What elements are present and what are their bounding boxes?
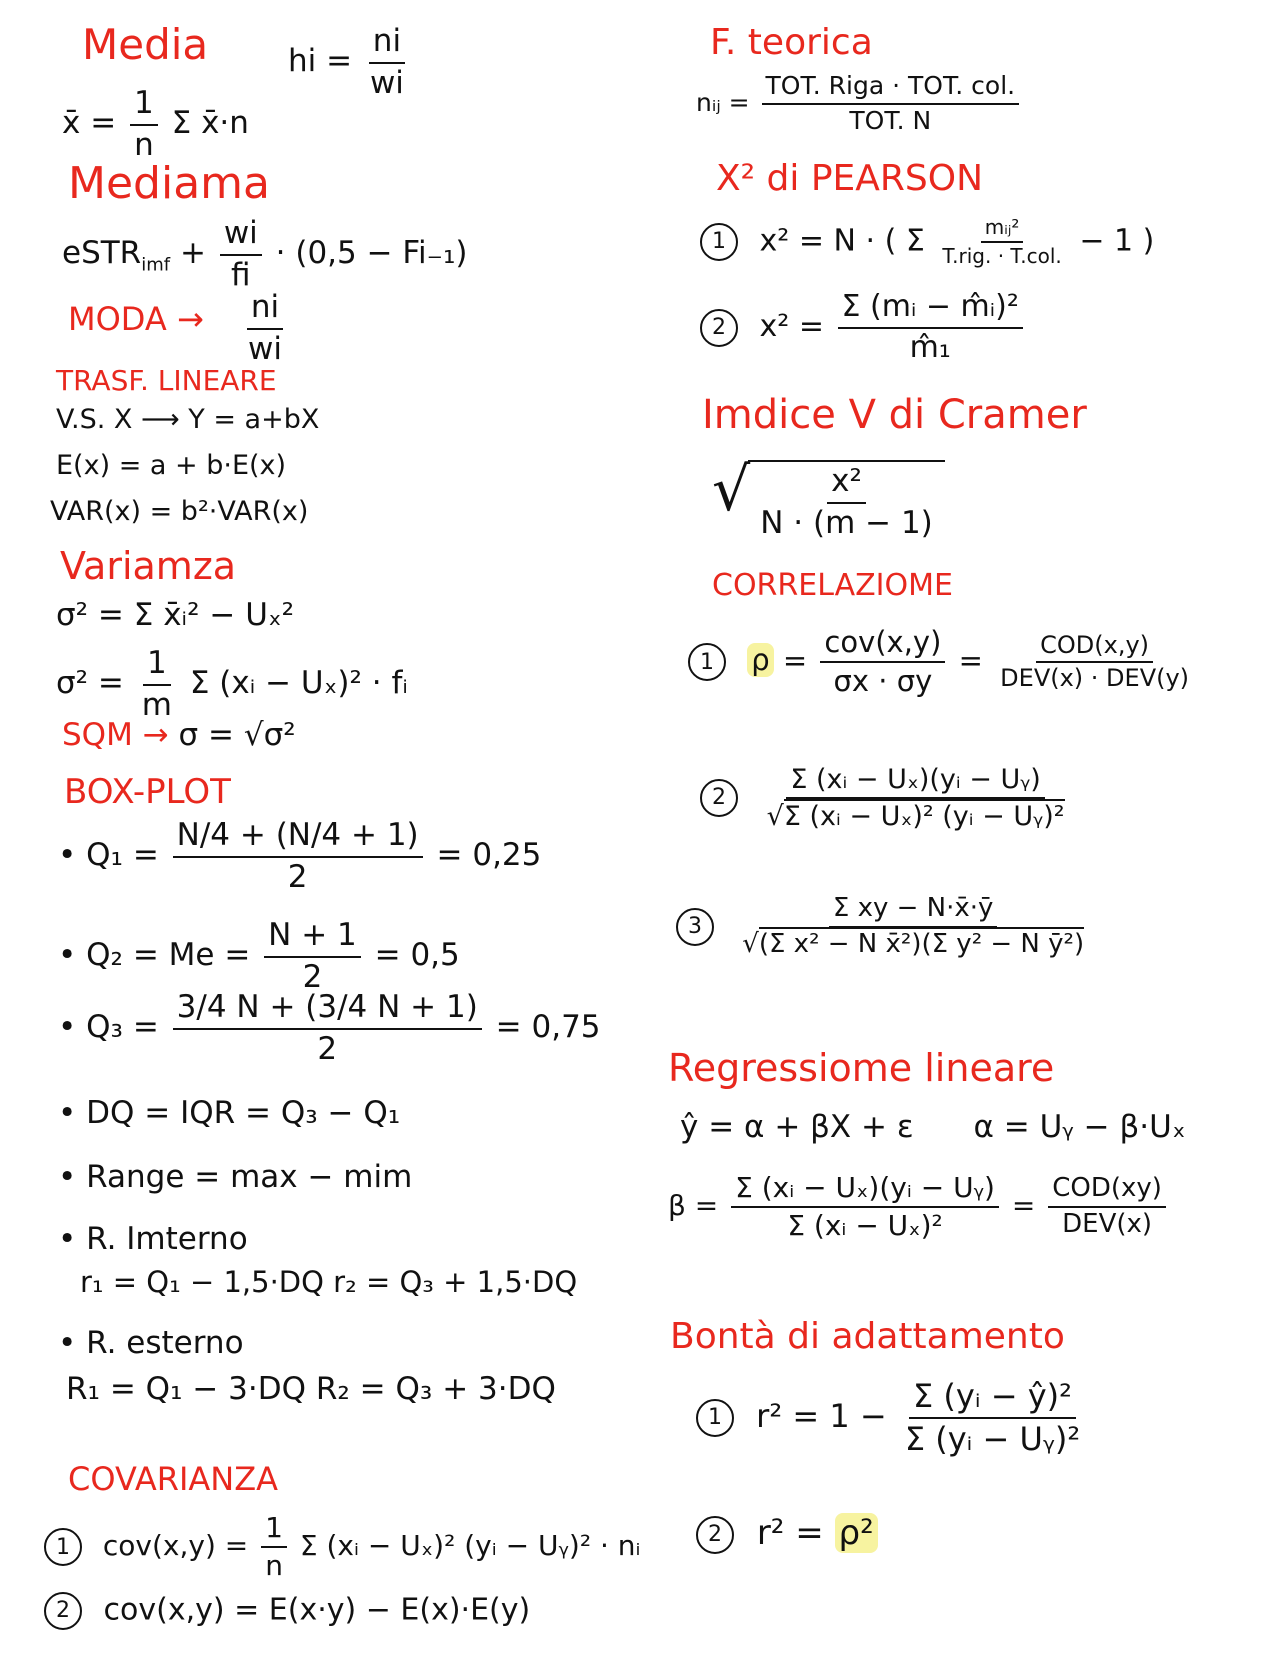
formula-beta	[668, 1172, 1170, 1242]
chi2-num: Σ (mᵢ − m̂ᵢ)²	[838, 290, 1023, 329]
cramer-fraction	[756, 464, 937, 541]
formula-media	[62, 86, 249, 163]
trasf-line-1: V.S. X ⟶ Y = a+bX	[56, 404, 320, 435]
moda-fraction	[244, 290, 286, 367]
formula-f-teorica	[696, 72, 1023, 136]
bonta1-lhs: r² = 1 −	[756, 1396, 887, 1435]
corr3-den-wrap: √(Σ x² − N x̄²)(Σ y² − N ȳ²)	[742, 928, 1085, 959]
reg2-eq: α = Uᵧ − β·Uₓ	[973, 1109, 1186, 1145]
formula-cov-2	[44, 1592, 530, 1630]
formula-moda	[240, 290, 290, 367]
chi2-lhs: x² =	[759, 309, 824, 344]
beta-num: Σ (xᵢ − Uₓ)(yᵢ − Uᵧ)	[731, 1172, 999, 1208]
corr3-fraction	[738, 894, 1088, 960]
mediana-fraction	[220, 216, 262, 293]
corr1-num2: COD(x,y)	[1036, 632, 1153, 664]
ft-fraction	[762, 72, 1020, 136]
heading-cramer: Imdice V di Cramer	[702, 392, 1087, 438]
q1-num: N/4 + (N/4 + 1)	[173, 818, 423, 858]
q2-fraction	[264, 918, 361, 995]
ft-den: TOT. N	[849, 105, 932, 135]
beta-den: Σ (xᵢ − Uₓ)²	[787, 1209, 943, 1243]
heading-covarianza: COVARIANZA	[68, 1460, 279, 1498]
heading-boxplot: BOX-PLOT	[64, 772, 231, 812]
bonta1-num: Σ (yᵢ − ŷ)²	[909, 1378, 1076, 1419]
corr2-den: Σ (xᵢ − Uₓ)² (yᵢ − Uᵧ)²	[783, 801, 1065, 833]
corr2-den-wrap: √Σ (xᵢ − Uₓ)² (yᵢ − Uᵧ)²	[766, 801, 1065, 833]
circled-number: 2	[696, 1516, 734, 1554]
ft-num: TOT. Riga · TOT. col.	[762, 72, 1020, 105]
formula-chi-2	[700, 290, 1027, 365]
chi1-lhs: x² = N · ( Σ	[759, 223, 925, 259]
heading-trasf: TRASF. LINEARE	[56, 364, 277, 397]
q2-num: N + 1	[264, 918, 361, 958]
chi1-den: T.rig. · T.col.	[942, 244, 1062, 268]
hi-label: hi =	[288, 43, 353, 80]
heading-varianza: Variamza	[60, 544, 237, 588]
cov1-fraction	[261, 1512, 287, 1582]
hi-num: ni	[369, 24, 405, 64]
formula-chi-1	[700, 216, 1154, 268]
circled-number: 1	[696, 1399, 734, 1437]
circled-number: 3	[676, 908, 714, 946]
formula-hi	[288, 24, 412, 101]
circled-number: 2	[700, 779, 738, 817]
trasf-line-2: E(x) = a + b·E(x)	[56, 450, 287, 481]
reg1-eq: ŷ = α + βX + ε	[680, 1109, 914, 1145]
circled-number: 2	[44, 1592, 82, 1630]
circled-number: 1	[688, 643, 726, 681]
corr1-fraction-2	[996, 632, 1193, 693]
circled-number: 1	[700, 223, 738, 261]
formula-cramer	[712, 455, 945, 543]
q2-den: 2	[302, 958, 323, 995]
circled-number: 2	[700, 309, 738, 347]
heading-r-interno: • R. Imterno	[58, 1221, 248, 1257]
heading-chi-pearson: X² di PEARSON	[716, 158, 984, 199]
q1-lhs: • Q₁ =	[58, 837, 159, 874]
q3-fraction	[173, 990, 482, 1067]
formula-varianza-2	[56, 646, 408, 723]
media-num: 1	[130, 86, 158, 126]
circled-number: 1	[44, 1528, 82, 1566]
formula-r-esterno: R₁ = Q₁ − 3·DQ R₂ = Q₃ + 3·DQ	[66, 1371, 556, 1407]
beta-lhs: β =	[668, 1189, 719, 1223]
cov1-lhs: cov(x,y) =	[102, 1529, 249, 1563]
q2-lhs: • Q₂ = Me =	[58, 937, 251, 974]
corr1-fraction	[820, 626, 945, 699]
heading-r-esterno: • R. esterno	[58, 1325, 244, 1361]
q1-den: 2	[287, 858, 308, 895]
formula-bonta-1	[696, 1378, 1088, 1458]
beta-fraction	[731, 1172, 999, 1242]
rho-highlight: ρ	[747, 643, 773, 677]
chi1-num: mᵢⱼ²	[981, 216, 1024, 243]
formula-dq: • DQ = IQR = Q₃ − Q₁	[58, 1095, 401, 1131]
cov1-den: n	[265, 1549, 283, 1583]
heading-correlazione: CORRELAZIOME	[712, 568, 953, 603]
radical-icon: √	[712, 455, 751, 525]
beta-fraction-2	[1048, 1174, 1166, 1240]
sqm-label: SQM →	[62, 717, 169, 753]
q3-val: = 0,75	[495, 1009, 601, 1046]
corr1-eq: =	[782, 643, 808, 678]
chi2-den: m̂₁	[909, 329, 951, 365]
chi2-fraction	[838, 290, 1023, 365]
corr1-eq2: =	[958, 643, 983, 678]
rho-squared-highlight: ρ²	[835, 1513, 878, 1553]
cramer-num: x²	[827, 464, 866, 504]
sqrt-content	[748, 460, 945, 543]
formula-reg-1	[680, 1110, 1186, 1146]
formula-q3	[58, 990, 601, 1067]
heading-media: Media	[82, 20, 209, 69]
hi-fraction	[366, 24, 408, 101]
formula-q2	[58, 918, 460, 995]
q1-fraction	[173, 818, 423, 895]
trasf-line-3: VAR(x) = b²·VAR(x)	[50, 496, 309, 527]
formula-bonta-2	[696, 1514, 878, 1554]
q3-num: 3/4 N + (3/4 N + 1)	[173, 990, 482, 1030]
beta-eq: =	[1011, 1189, 1036, 1223]
formula-sqm	[62, 718, 296, 754]
formula-mediana	[62, 216, 468, 293]
moda-num: ni	[247, 290, 283, 330]
q3-lhs: • Q₃ =	[58, 1009, 159, 1046]
formula-corr-3	[676, 894, 1092, 960]
ft-lhs: nᵢⱼ =	[696, 87, 750, 117]
formula-corr-1	[688, 626, 1197, 699]
var2-fraction	[138, 646, 176, 723]
q3-den: 2	[317, 1030, 338, 1067]
hi-den: wi	[369, 64, 404, 101]
formula-varianza-1: σ² = Σ x̄ᵢ² − Uₓ²	[56, 597, 295, 633]
formula-cov-1	[44, 1512, 641, 1582]
cov1-num: 1	[261, 1512, 287, 1548]
corr3-num: Σ xy − N·x̄·ȳ	[829, 894, 998, 928]
cov1-rhs: Σ (xᵢ − Uₓ)² (yᵢ − Uᵧ)² · nᵢ	[299, 1529, 641, 1563]
heading-mediana: Mediama	[68, 158, 270, 209]
corr1-num: cov(x,y)	[820, 626, 945, 663]
mediana-den: fi	[231, 256, 251, 293]
mediana-num: wi	[220, 216, 262, 256]
moda-den: wi	[248, 330, 282, 367]
mediana-rhs: · (0,5 − Fi₋₁)	[275, 235, 468, 272]
var2-rhs: Σ (xᵢ − Uₓ)² · fᵢ	[189, 665, 408, 702]
heading-bonta: Bontà di adattamento	[670, 1316, 1065, 1357]
var2-den: m	[141, 686, 172, 723]
q2-val: = 0,5	[374, 937, 460, 974]
mediana-plus: +	[179, 235, 206, 272]
corr2-num: Σ (xᵢ − Uₓ)(yᵢ − Uᵧ)	[786, 764, 1045, 799]
beta-den2: DEV(x)	[1062, 1209, 1153, 1240]
chi1-fraction	[938, 216, 1065, 268]
heading-moda: MODA →	[68, 300, 204, 338]
mediana-sub: imf	[141, 254, 171, 276]
q1-val: = 0,25	[436, 837, 542, 874]
media-den: n	[134, 126, 154, 163]
media-lhs: x̄ =	[62, 105, 117, 142]
formula-r-interno: r₁ = Q₁ − 1,5·DQ r₂ = Q₃ + 1,5·DQ	[80, 1265, 578, 1299]
heading-regressione: Regressiome lineare	[668, 1046, 1055, 1090]
bonta1-den: Σ (yᵢ − Uᵧ)²	[904, 1419, 1081, 1458]
var2-num: 1	[143, 646, 171, 686]
bonta1-fraction	[901, 1378, 1084, 1458]
heading-f-teorica: F. teorica	[710, 22, 873, 63]
mediana-lhs: eSTR	[62, 235, 142, 272]
beta-num2: COD(xy)	[1048, 1174, 1166, 1208]
formula-corr-2	[700, 764, 1073, 832]
corr2-fraction	[763, 764, 1069, 832]
media-fraction	[130, 86, 158, 163]
var2-lhs: σ² =	[56, 665, 124, 702]
corr1-den2: DEV(x) · DEV(y)	[1000, 664, 1190, 693]
sqm-eq: σ = √σ²	[178, 717, 296, 753]
sqrt-sign	[712, 455, 945, 543]
formula-range: • Range = max − mim	[58, 1159, 413, 1195]
media-rhs: Σ x̄·n	[171, 105, 249, 142]
bonta2-lhs: r² =	[756, 1513, 824, 1553]
cov2-eq: cov(x,y) = E(x·y) − E(x)·E(y)	[103, 1592, 531, 1628]
formula-q1	[58, 818, 541, 895]
cramer-den: N · (m − 1)	[760, 504, 933, 541]
corr1-den: σx · σy	[833, 664, 933, 699]
corr3-den: (Σ x² − N x̄²)(Σ y² − N ȳ²)	[758, 928, 1085, 959]
chi1-rhs: − 1 )	[1079, 223, 1155, 259]
